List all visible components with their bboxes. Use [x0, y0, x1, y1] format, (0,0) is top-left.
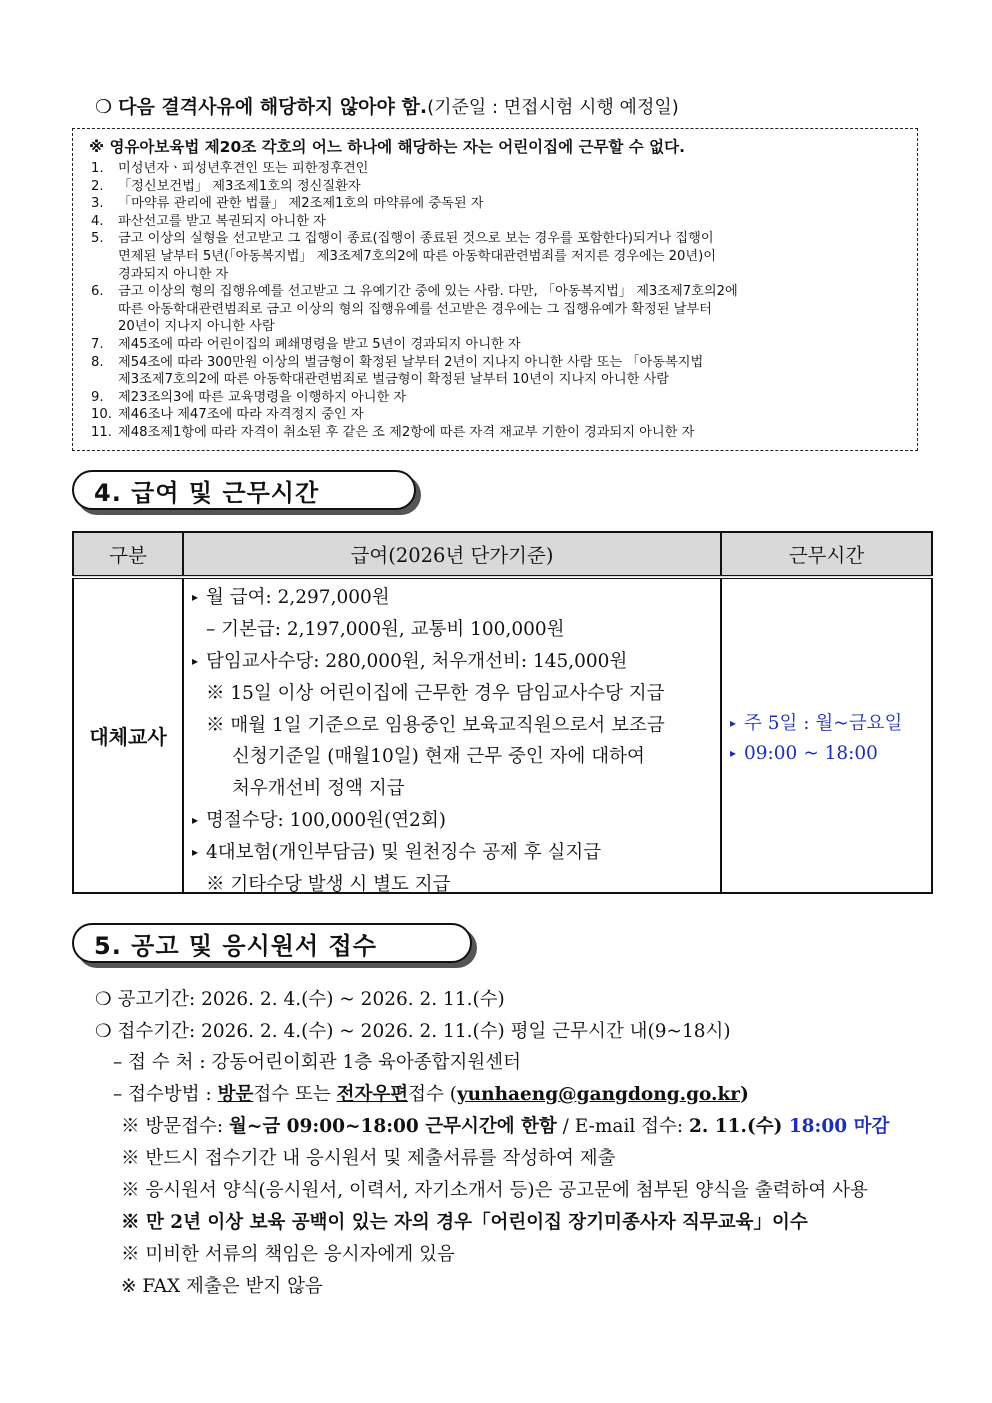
disqualification-item — [91, 248, 738, 266]
item-text: 제45조에 따라 어린이집의 폐쇄명령을 받고 5년이 경과되지 아니한 자 — [118, 336, 521, 352]
email-link[interactable]: yunhaeng@gangdong.go.kr — [456, 1084, 741, 1105]
disqualification-item — [91, 178, 738, 196]
note-training-requirement: ※ 만 2년 이상 보육 공백이 있는 자의 경우「어린이집 장기미종사자 직무교육」이수 — [121, 1212, 808, 1233]
disqualification-intro — [95, 92, 679, 119]
category-cell: 대체교사 — [73, 577, 183, 893]
header-salary: 급여(2026년 단가기준) — [183, 532, 721, 577]
salary-note-other: ※ 기타수당 발생 시 별도 지급 — [206, 874, 451, 895]
item-number: 4. — [91, 213, 104, 229]
item-text: 따른 아동학대관련범죄로 금고 이상의 형의 집행유예를 선고받은 경우에는 그 집행유예가 확정된 날부터 — [118, 301, 712, 317]
note-no-fax: ※ FAX 제출은 받지 않음 — [121, 1276, 323, 1297]
disqualification-item — [91, 336, 738, 354]
disqualification-item — [91, 424, 738, 442]
disqualification-item — [91, 318, 738, 336]
intro-heading: 다음 결격사유에 해당하지 않아야 함. — [118, 96, 428, 118]
hours-days: ▸ 주 5일 : 월~금요일 — [730, 713, 903, 734]
disqualification-title: ※ 영유아보육법 제20조 각호의 어느 하나에 해당하는 자는 어린이집에 근무할 수 없다. — [89, 138, 685, 156]
item-text: 제3조제7호의2에 따른 아동학대관련범죄로 벌금형이 확정된 날부터 10년이 지나지 아니한 사람 — [118, 372, 670, 388]
salary-line-homeroom: ▸ 담임교사수당: 280,000원, 처우개선비: 145,000원 — [192, 651, 628, 672]
triangle-bullet-icon: ▸ — [730, 716, 737, 730]
item-text: 금고 이상의 형의 집행유예를 선고받고 그 유예기간 중에 있는 사람. 다만, 「아동복지법」 제3조제7호의2에 — [118, 284, 738, 300]
item-number: 10. — [91, 407, 112, 423]
item-text: 미성년자ㆍ피성년후견인 또는 피한정후견인 — [118, 161, 369, 176]
intro-reference-date: (기준일 : 면접시험 시행 예정일) — [427, 97, 679, 118]
item-number — [91, 301, 118, 319]
disqualification-list — [91, 160, 738, 442]
item-number: 11. — [91, 424, 112, 440]
salary-line-base: – 기본급: 2,197,000원, 교통비 100,000원 — [206, 619, 565, 640]
disqualification-item — [91, 389, 738, 407]
note-form-template: ※ 응시원서 양식(응시원서, 이력서, 자기소개서 등)은 공고문에 첨부된 양식을 출력하여 사용 — [121, 1180, 868, 1201]
disqualification-item — [91, 301, 738, 319]
item-number: 9. — [91, 389, 104, 405]
item-number: 1. — [91, 161, 104, 176]
disqualification-item — [91, 160, 738, 178]
item-text: 제48조제1항에 따라 자격이 취소된 후 같은 조 제2항에 따른 자격 재교부 기한이 경과되지 아니한 자 — [118, 424, 695, 440]
notice-period: ❍ 공고기간: 2026. 2. 4.(수) ~ 2026. 2. 11.(수) — [95, 989, 505, 1010]
item-text: 제54조에 따라 300만원 이상의 벌금형이 확정된 날부터 2년이 지나지 아니한 사람 또는 「아동복지법 — [118, 354, 704, 370]
item-number: 3. — [91, 196, 104, 212]
item-number — [91, 248, 118, 266]
disqualification-item — [91, 213, 738, 231]
salary-note-improvement-3: 처우개선비 정액 지급 — [232, 778, 405, 799]
item-text: 경과되지 아니한 자 — [118, 266, 229, 282]
hours-time: ▸ 09:00 ~ 18:00 — [730, 743, 878, 764]
disqualification-item — [91, 283, 738, 301]
salary-note-improvement-1: ※ 매월 1일 기준으로 임용중인 보육교직원으로서 보조금 — [206, 715, 665, 736]
salary-note-homeroom: ※ 15일 이상 어린이집에 근무한 경우 담임교사수당 지급 — [206, 683, 665, 704]
receipt-method: – 접수방법 : 방문접수 또는 전자우편접수 (yunhaeng@gangdong.go.kr) — [113, 1084, 749, 1105]
item-number: 7. — [91, 336, 104, 352]
item-number — [91, 266, 118, 284]
item-number: 6. — [91, 284, 104, 300]
circle-bullet-icon: ❍ — [95, 96, 113, 118]
salary-note-improvement-2: 신청기준일 (매월10일) 현재 근무 중인 자에 대하여 — [232, 746, 645, 767]
item-text: 제23조의3에 따른 교육명령을 이행하지 아니한 자 — [118, 389, 407, 405]
item-text: 면제된 날부터 5년(「아동복지법」 제3조제7호의2에 따른 아동학대관련범죄를 저지른 경우에는 20년)이 — [118, 248, 717, 264]
salary-table — [72, 531, 933, 894]
note-submit-within-period: ※ 반드시 접수기간 내 응시원서 및 제출서류를 작성하여 제출 — [121, 1148, 616, 1169]
circle-bullet-icon: ❍ — [95, 1021, 112, 1042]
item-number: 5. — [91, 231, 104, 247]
disqualification-box — [72, 128, 918, 451]
salary-line-insurance: ▸ 4대보험(개인부담금) 및 원천징수 공제 후 실지급 — [192, 842, 602, 863]
item-text: 「정신보건법」 제3조제1호의 정신질환자 — [118, 178, 361, 194]
disqualification-item — [91, 354, 738, 372]
disqualification-item — [91, 230, 738, 248]
note-visit-hours: ※ 방문접수: 월~금 09:00~18:00 근무시간에 한함 / E-mail 접수: 2. 11.(수) 18:00 마감 — [121, 1116, 890, 1137]
disqualification-item — [91, 371, 738, 389]
disqualification-item — [91, 195, 738, 213]
disqualification-item — [91, 266, 738, 284]
item-text: 제46조나 제47조에 따라 자격정지 중인 자 — [118, 407, 364, 423]
triangle-bullet-icon: ▸ — [192, 654, 199, 668]
triangle-bullet-icon: ▸ — [192, 590, 199, 604]
item-number: 8. — [91, 354, 104, 370]
circle-bullet-icon: ❍ — [95, 989, 112, 1010]
salary-line-holiday: ▸ 명절수당: 100,000원(연2회) — [192, 810, 446, 831]
note-incomplete-docs: ※ 미비한 서류의 책임은 응시자에게 있음 — [121, 1244, 455, 1265]
hours-cell — [721, 577, 932, 893]
item-number — [91, 318, 118, 336]
header-category: 구분 — [73, 532, 183, 577]
section-5-title: 5. 공고 및 응시원서 접수 — [72, 923, 472, 963]
triangle-bullet-icon: ▸ — [192, 813, 199, 827]
item-text: 20년이 지나지 아니한 사람 — [118, 319, 275, 335]
section-4-title: 4. 급여 및 근무시간 — [72, 470, 416, 510]
salary-line-monthly: ▸ 월 급여: 2,297,000원 — [192, 587, 390, 608]
disqualification-item — [91, 406, 738, 424]
triangle-bullet-icon: ▸ — [730, 746, 737, 760]
salary-details-cell — [183, 577, 721, 893]
receipt-place: – 접 수 처 : 강동어린이회관 1층 육아종합지원센터 — [113, 1052, 521, 1073]
receipt-period: ❍ 접수기간: 2026. 2. 4.(수) ~ 2026. 2. 11.(수) 평일 근무시간 내(9~18시) — [95, 1021, 731, 1042]
item-text: 파산선고를 받고 복권되지 아니한 자 — [118, 213, 326, 229]
item-text: 「마약류 관리에 관한 법률」 제2조제1호의 마약류에 중독된 자 — [118, 196, 484, 212]
item-text: 금고 이상의 실형을 선고받고 그 집행이 종료(집행이 종료된 것으로 보는 경우를 포함한다)되거나 집행이 — [118, 231, 714, 247]
triangle-bullet-icon: ▸ — [192, 845, 199, 859]
item-number — [91, 371, 118, 389]
header-hours: 근무시간 — [721, 532, 932, 577]
item-number: 2. — [91, 178, 104, 194]
